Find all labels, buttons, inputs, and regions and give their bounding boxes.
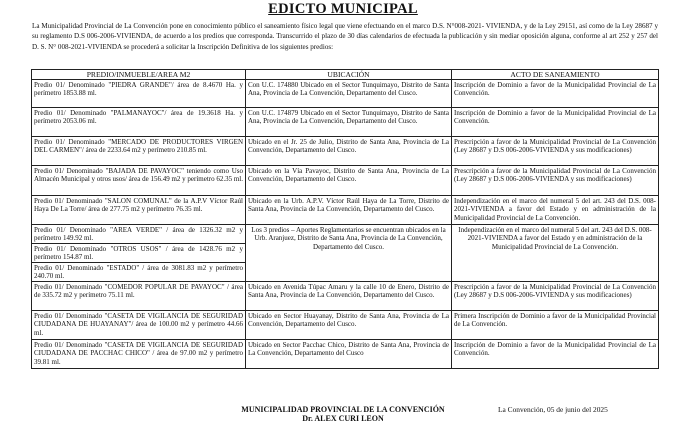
page-title: EDICTO MUNICIPAL [268, 1, 418, 17]
intro-paragraph: La Municipalidad Provincial de La Convención pone en conocimiento público el saneamiento físico legal que viene efectuando en el marco D.S. N°008-2021- VIVIENDA, y de la Ley 29151, así como de la Ley 28687 y su reglamento D.S 006-2006-VIVIENDA, de acuerdo a los predios que corresponda. Transcurrido el plazo de 30 días calendarios de efectuada la publicación y sin mediar oposición alguna, conforme al art 252 y 257 del D. S. N° 008-2021-VIVIENDA se procederá a solicitar la Inscripción Definitiva de los siguientes predios: [32, 22, 658, 51]
cell-predio: Predio 01/ Denominado "SALON COMUNAL" de la A.P.V Víctor Raúl Haya De La Torre/ área de 277.75 m2 y perímetro 76.35 ml. [32, 196, 246, 225]
cell-predio: Predio 01/ Denominado "CASETA DE VIGILANCIA DE SEGURIDAD CIUDADANA DE PACCHAC CHICO" / área de 97.00 m2 y perímetro 39.81 ml. [32, 340, 246, 369]
cell-ubicacion: Con U.C. 174880 Ubicado en el Sector Tunquimayo, Distrito de Santa Ana, Provincia de La Convención, Departamento del Cusco. [246, 80, 452, 108]
table-row [32, 282, 659, 311]
cell-acto: Prescripción a favor de la Municipalidad Provincial de La Convención (Ley 28687 y D.S 006-2006-VIVIENDA y sus modificaciones) [452, 282, 659, 311]
signature-name: Dr. ALEX CURI LEON [302, 414, 384, 423]
header-predio: PREDIO/INMUEBLE/AREA M2 [32, 70, 246, 80]
cell-predio: Predio 01/ Denominado "CASETA DE VIGILANCIA DE SEGURIDAD CIUDADANA DE HUAYANAY"/ área de 100.00 m2 y perímetro 44.66 ml. [32, 311, 246, 340]
table-row [32, 80, 659, 108]
cell-predio: Predio 01/ Denominado "BAJADA DE PAVAYOC" teniendo como Uso Almacén Municipal y otros usos/ área de 156.49 m2 y perímetro 62.35 ml. [32, 166, 246, 196]
cell-predio: Predio 01/ Denominado "COMEDOR POPULAR DE PAVAYOC" / área de 335.72 m2 y perímetro 75.11 ml. [32, 282, 246, 311]
cell-ubicacion: Ubicado en Avenida Túpac Amaru y la calle 10 de Enero, Distrito de Santa Ana, Provincia de La Convención, Departamento del Cusco. [246, 282, 452, 311]
cell-acto: Independización en el marco del numeral 5 del art. 243 del D.S. 008-2021-VIVIENDA a favor del Estado y en administración de la Municipalidad Provincial de La Convención. [452, 196, 659, 225]
cell-acto: Primera Inscripción de Dominio a favor de la Municipalidad Provincial de La Convención. [452, 311, 659, 340]
cell-predio: Predio 01/ Denominado "AREA VERDE" / área de 1326.32 m2 y perímetro 149.92 ml. [32, 225, 246, 244]
signature-organization: MUNICIPALIDAD PROVINCIAL DE LA CONVENCIÓN [241, 405, 445, 414]
cell-acto-group: Independización en el marco del numeral 5 del art. 243 del D.S. 008-2021-VIVIENDA a favor del Estado y en administración de la Municipalidad Provincial de La Convención. [452, 225, 659, 282]
table-header-row [32, 70, 659, 80]
cell-acto: Prescripción a favor de la Municipalidad Provincial de La Convención (Ley 28687 y D.S 006-2006-VIVIENDA y sus modificaciones) [452, 166, 659, 196]
cell-predio: Predio 01/ Denominado "PIEDRA GRANDE"/ área de 8.4670 Ha. y perímetro 1853.88 ml. [32, 80, 246, 108]
cell-predio: Predio 01/ Denominado "MERCADO DE PRODUCTORES VIRGEN DEL CARMEN"/ área de 2233.64 m2 y perímetro 210.85 ml. [32, 137, 246, 166]
table-row [32, 225, 659, 244]
cell-acto: Inscripción de Dominio a favor de la Municipalidad Provincial de La Convención. [452, 80, 659, 108]
cell-ubicacion-group: Los 3 predios – Aportes Reglamentarios se encuentran ubicados en la Urb. Aranjuez, Distrito de Santa Ana, Provincia de La Convención, Departamento del Cusco. [246, 225, 452, 282]
issue-date: La Convención, 05 de junio del 2025 [498, 405, 608, 414]
cell-acto: Inscripción de Dominio a favor de la Municipalidad Provincial de La Convención. [452, 108, 659, 137]
table-row [32, 340, 659, 369]
header-ubicacion: UBICACIÓN [246, 70, 452, 80]
cell-predio: Predio 01/ Denominado "PALMANAYOC"/ área de 19.3618 Ha. y perímetro 2053.06 ml. [32, 108, 246, 137]
cell-predio: Predio 01/ Denominado "OTROS USOS" / área de 1428.76 m2 y perímetro 154.87 ml. [32, 244, 246, 263]
cell-predio: Predio 01/ Denominado "ESTADO" / área de 3081.83 m2 y perímetro 240.70 ml. [32, 263, 246, 282]
cell-acto: Prescripción a favor de la Municipalidad Provincial de La Convención (Ley 28687 y D.S 006-2006-VIVIENDA y sus modificaciones) [452, 137, 659, 166]
cell-acto: Inscripción de Dominio a favor de la Municipalidad Provincial de La Convención. [452, 340, 659, 369]
cell-ubicacion: Ubicado en el Jr. 25 de Julio, Distrito de Santa Ana, Provincia de La Convención, Departamento del Cusco. [246, 137, 452, 166]
cell-ubicacion: Con U.C. 174879 Ubicado en el Sector Tunquimayo, Distrito de Santa Ana, Provincia de La Convención, Departamento del Cusco. [246, 108, 452, 137]
table-row [32, 196, 659, 225]
table-row [32, 311, 659, 340]
cell-ubicacion: Ubicado en la Urb. A.P.V. Víctor Raúl Haya de La Torre, Distrito de Santa Ana, Provincia de La Convención, Departamento del Cusco. [246, 196, 452, 225]
cell-ubicacion: Ubicado en Sector Pacchac Chico, Distrito de Santa Ana, Provincia de La Convención, Departamento del Cusco [246, 340, 452, 369]
cell-ubicacion: Ubicado en la Vía Pavayoc, Distrito de Santa Ana, Provincia de La Convención, Departamento del Cusco. [246, 166, 452, 196]
header-acto: ACTO DE SANEAMIENTO [452, 70, 659, 80]
predios-table [31, 69, 659, 369]
table-row [32, 166, 659, 196]
cell-ubicacion: Ubicado en Sector Huayanay, Distrito de Santa Ana, Provincia de La Convención, Departamento del Cusco. [246, 311, 452, 340]
table-row [32, 137, 659, 166]
table-row [32, 108, 659, 137]
